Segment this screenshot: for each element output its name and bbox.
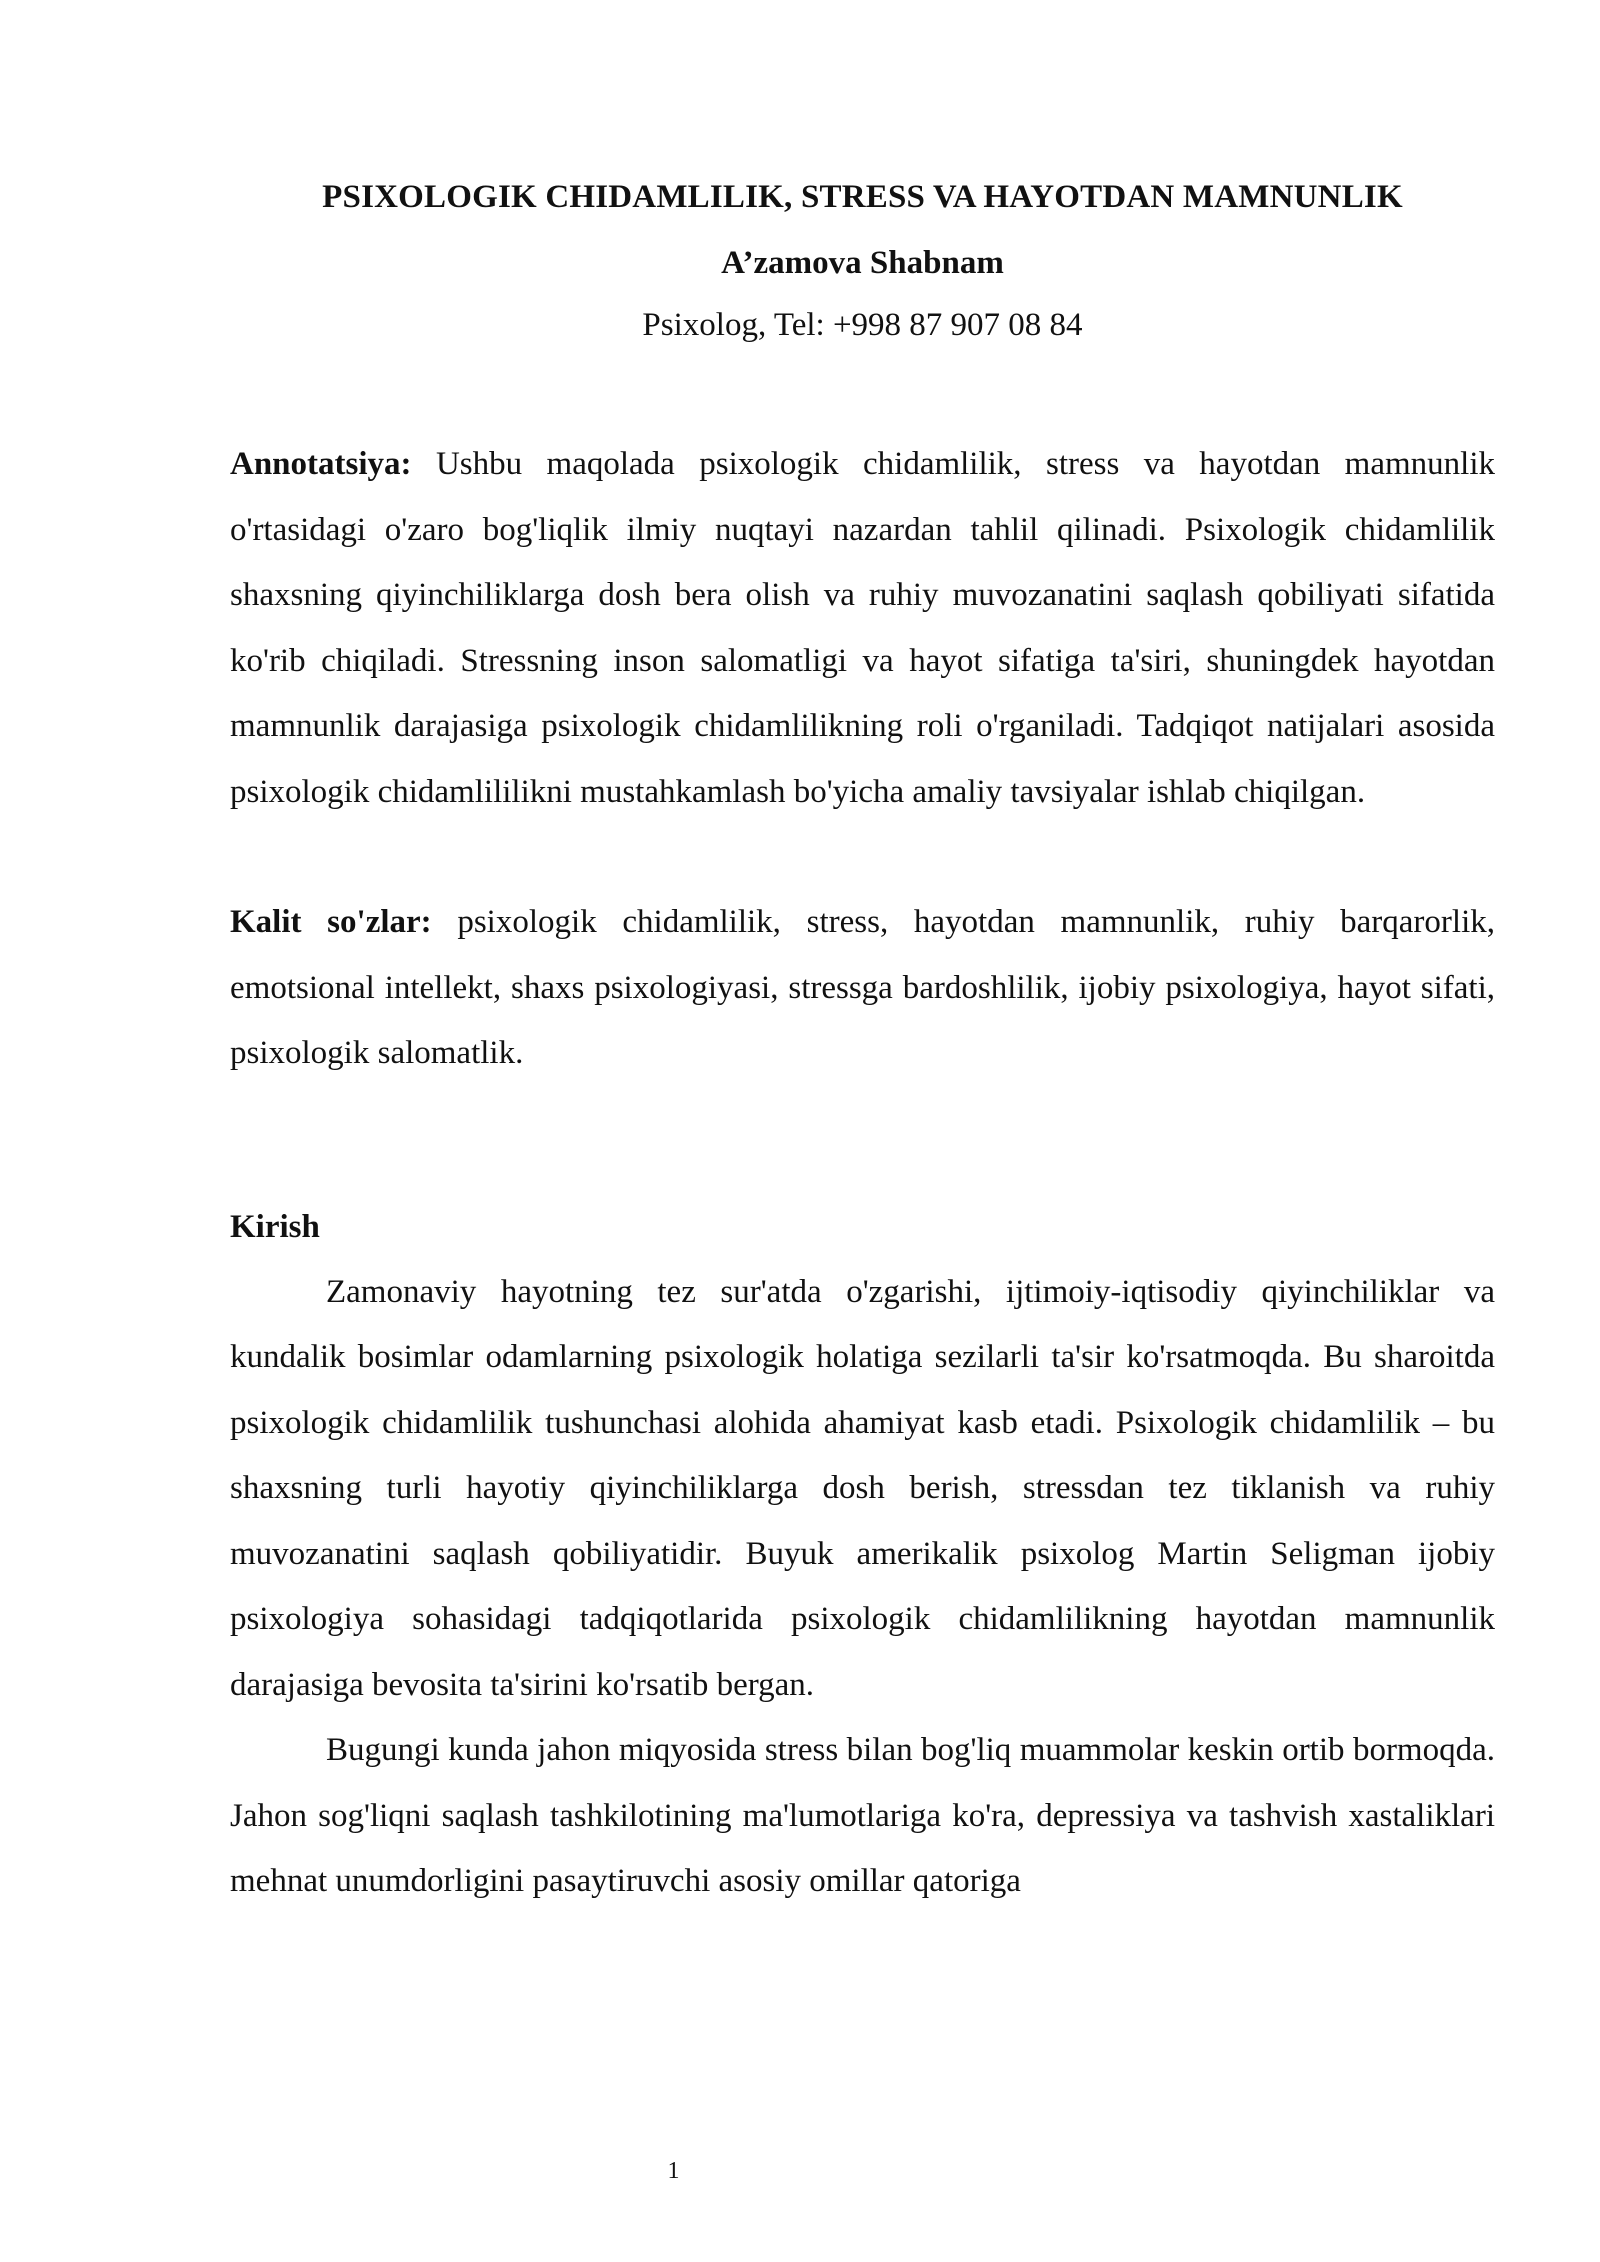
keywords-text: psixologik chidamlilik, stress, hayotdan mamnunlik, ruhiy barqarorlik, emotsional intellekt, shaxs psixologiyasi, stressga bardoshlilik, ijobiy psixologiya, hayot sifati, psixologik salomatlik. — [230, 904, 1495, 1071]
page-number: 1 — [667, 2158, 680, 2184]
author-affiliation: Psixolog, Tel: +998 87 907 08 84 — [642, 307, 1083, 343]
introduction-paragraph-1: Zamonaviy hayotning tez sur'atda o'zgarishi, ijtimoiy-iqtisodiy qiyinchiliklar va kundalik bosimlar odamlarning psixologik holatiga sezilarli ta'sir ko'rsatmoqda. Bu sharoitda psixologik chidamlilik tushunchasi alohida ahamiyat kasb etadi. Psixologik chidamlilik – bu shaxsning turli hayotiy qiyinchiliklarga dosh berish, stressdan tez tiklanish va ruhiy muvozanatini saqlash qobiliyatidir. Buyuk amerikalik psixolog Martin Seligman ijobiy psixologiya sohasidagi tadqiqotlarida psixologik chidamlilikning hayotdan mamnunlik darajasiga bevosita ta'sirini ko'rsatib bergan. — [230, 1273, 1495, 1703]
article-title: PSIXOLOGIK CHIDAMLILIK, STRESS VA HAYOTDAN MAMNUNLIK — [322, 179, 1403, 215]
author-name: A’zamova Shabnam — [721, 245, 1004, 281]
keywords-label: Kalit so'zlar: — [230, 904, 432, 940]
document-body — [230, 170, 1495, 1915]
keywords-paragraph — [230, 890, 1495, 1087]
section-heading-introduction: Kirish — [230, 1208, 320, 1245]
abstract-label: Annotatsiya: — [230, 446, 412, 482]
abstract-text: Ushbu maqolada psixologik chidamlilik, stress va hayotdan mamnunlik o'rtasidagi o'zaro bog'liqlik ilmiy nuqtayi nazardan tahlil qilinadi. Psixologik chidamlilik shaxsning qiyinchiliklarga dosh bera olish va ruhiy muvozanatini saqlash qobiliyati sifatida ko'rib chiqiladi. Stressning inson salomatligi va hayot sifatiga ta'siri, shuningdek hayotdan mamnunlik darajasiga psixologik chidamlilikning roli o'rganiladi. Tadqiqot natijalari asosida psixologik chidamlililikni mustahkamlash bo'yicha amaliy tavsiyalar ishlab chiqilgan. — [230, 446, 1495, 810]
abstract-paragraph — [230, 432, 1495, 825]
introduction-paragraph-2: Bugungi kunda jahon miqyosida stress bilan bog'liq muammolar keskin ortib bormoqda. Jahon sog'liqni saqlash tashkilotining ma'lumotlariga ko'ra, depressiya va tashvish xastaliklari mehnat unumdorligini pasaytiruvchi asosiy omillar qatoriga — [230, 1732, 1495, 1899]
